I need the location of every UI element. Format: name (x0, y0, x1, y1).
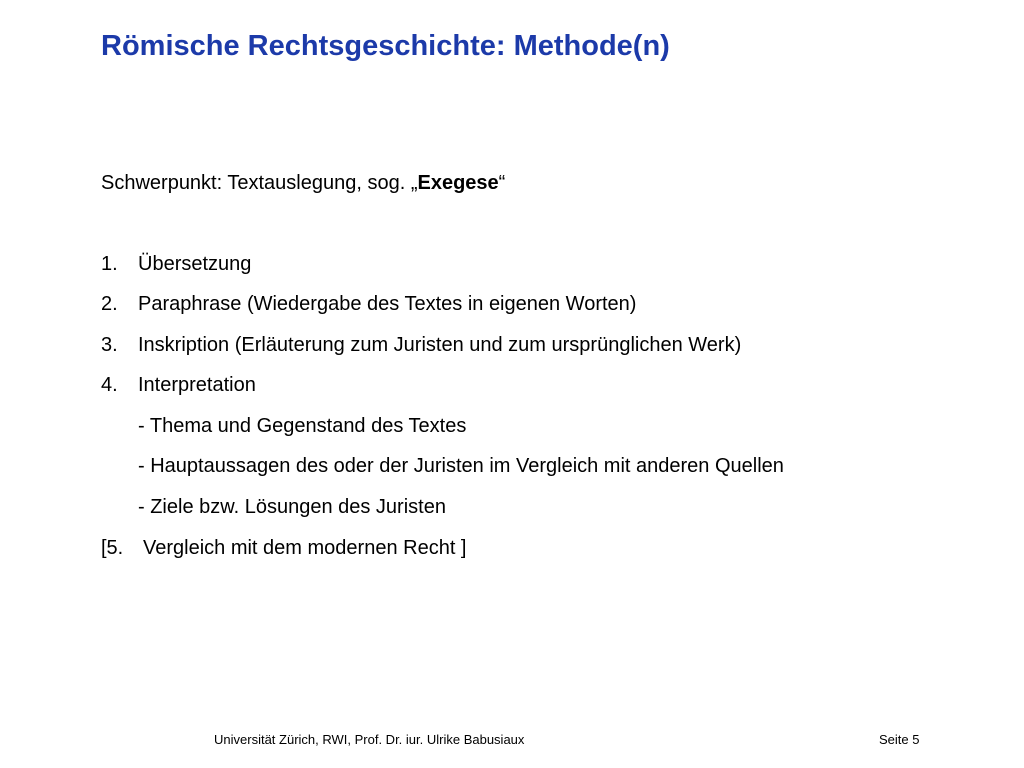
focus-suffix: “ (498, 172, 506, 194)
list-item-text: Übersetzung (138, 253, 252, 275)
list-item-number: 2. (101, 293, 118, 315)
list-item-text: Paraphrase (Wiedergabe des Textes in eigenen Worten) (138, 293, 637, 315)
sub-item-topic: - Thema und Gegenstand des Textes (138, 415, 467, 437)
list-item-text: Inskription (Erläuterung zum Juristen und zum ursprünglichen Werk) (138, 334, 742, 356)
list-item-number: [5. (101, 537, 124, 559)
focus-prefix: Schwerpunkt: Textauslegung, sog. „ (101, 172, 418, 194)
focus-keyword: Exegese (417, 172, 499, 194)
footer-author: Universität Zürich, RWI, Prof. Dr. iur. Ulrike Babusiaux (214, 732, 525, 747)
list-item-number: 3. (101, 334, 118, 356)
list-item-text: Interpretation (138, 374, 256, 396)
sub-item-main-statements: - Hauptaussagen des oder der Juristen im Vergleich mit anderen Quellen (138, 455, 784, 477)
list-item-number: 1. (101, 253, 118, 275)
focus-statement (101, 170, 505, 196)
list-item-text: Vergleich mit dem modernen Recht ] (143, 537, 467, 559)
slide-title: Römische Rechtsgeschichte: Methode(n) (101, 30, 670, 62)
list-item-translation (101, 251, 251, 277)
list-item-modern-law (101, 535, 467, 561)
list-item-number: 4. (101, 374, 118, 396)
list-item-interpretation (101, 372, 256, 398)
sub-item-goals: - Ziele bzw. Lösungen des Juristen (138, 496, 446, 518)
list-item-inscription (101, 332, 741, 358)
list-item-paraphrase (101, 291, 636, 317)
page-number: Seite 5 (879, 732, 920, 747)
